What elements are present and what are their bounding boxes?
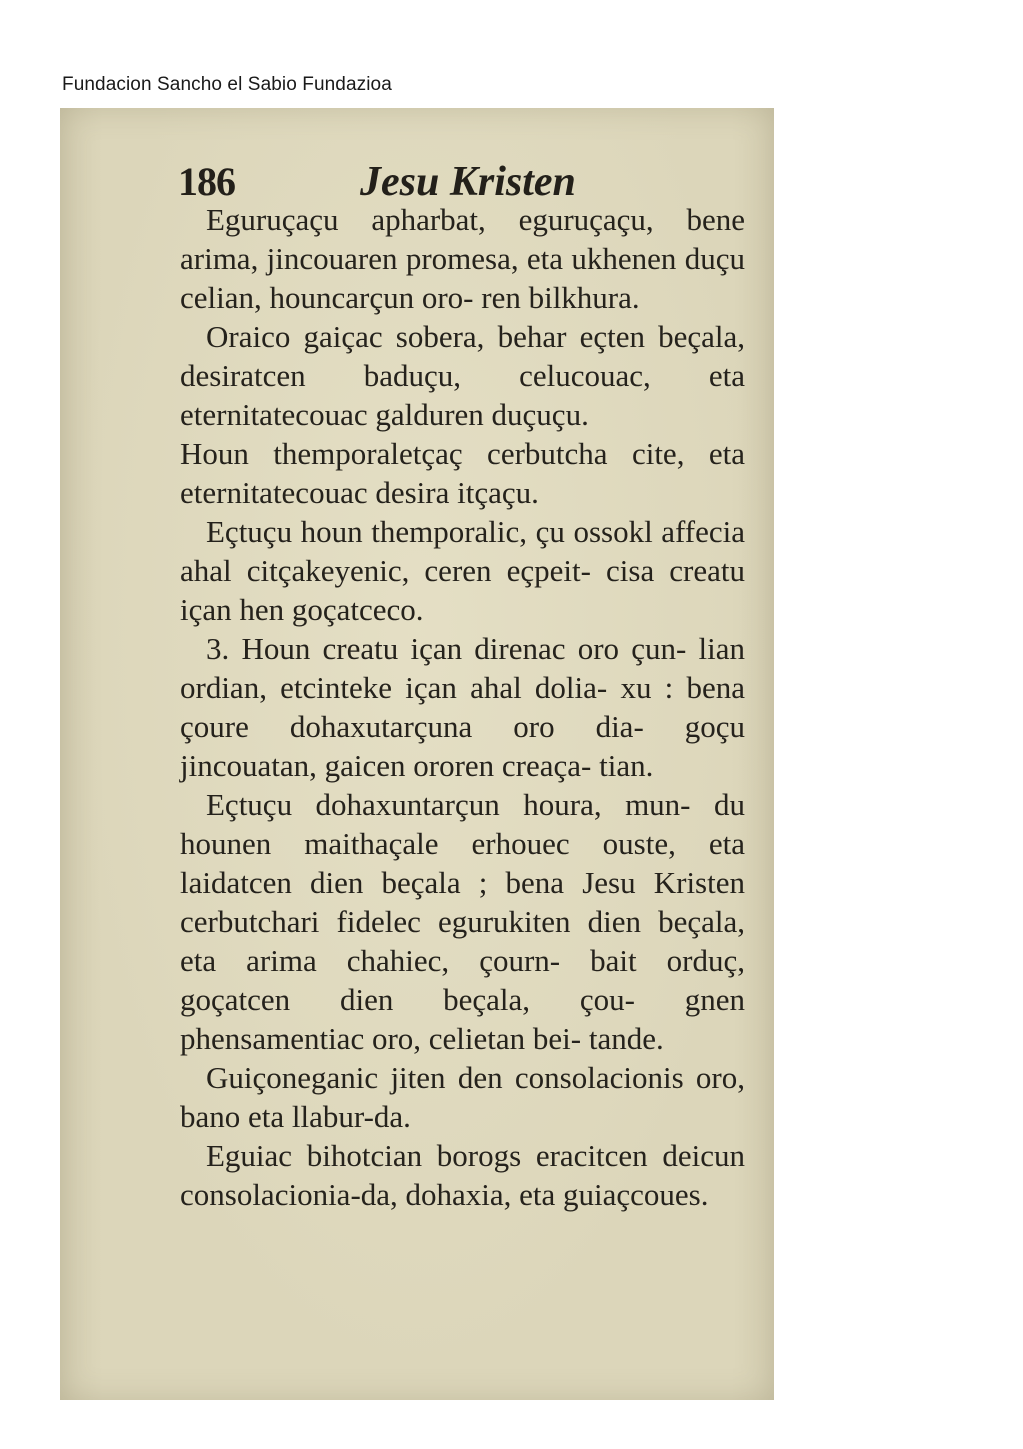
paragraph: Eguruçaçu apharbat, eguruçaçu, bene arima, jincouaren promesa, eta ukhenen duçu celian, houncarçun oro- ren bilkhura. <box>180 202 745 315</box>
paragraph: Oraico gaiçac sobera, behar eçten beçala, desiratcen baduçu, celucouac, eta eternitatecouac galduren duçuçu. <box>180 319 745 432</box>
paragraph: Eçtuçu houn themporalic, çu ossokl affecia ahal citçakeyenic, ceren eçpeit- cisa creatu içan hen goçatceco. <box>180 514 745 627</box>
paragraph: Eçtuçu dohaxuntarçun houra, mun- du hounen maithaçale erhouec ouste, eta laidatcen dien beçala ; bena Jesu Kristen cerbutchari fidelec egurukiten dien beçala, eta arima chahiec, çourn- bait orduç, goçatcen dien beçala, çou- gnen phensamentiac oro, celietan bei- tande. <box>180 787 745 1056</box>
paragraph: Guiçoneganic jiten den consolacionis oro, bano eta llabur-da. <box>180 1060 745 1134</box>
paragraph: Eguiac bihotcian borogs eracitcen deicun consolacionia-da, dohaxia, eta guiaçcoues. <box>180 1138 745 1212</box>
archive-header: Fundacion Sancho el Sabio Fundazioa <box>62 74 392 95</box>
paragraph: Houn themporaletçaç cerbutcha cite, eta eternitatecouac desira itçaçu. <box>180 436 745 510</box>
running-title: Jesu Kristen <box>360 159 576 205</box>
paragraph: 3. Houn creatu içan direnac oro çun- lian ordian, etcinteke içan ahal dolia- xu : bena çoure dohaxutarçuna oro dia- goçu jincouatan, gaicen ororen creaça- tian. <box>180 631 745 783</box>
page-number: 186 <box>178 159 235 204</box>
body-text <box>180 200 745 1214</box>
book-page-scan <box>60 108 774 1400</box>
